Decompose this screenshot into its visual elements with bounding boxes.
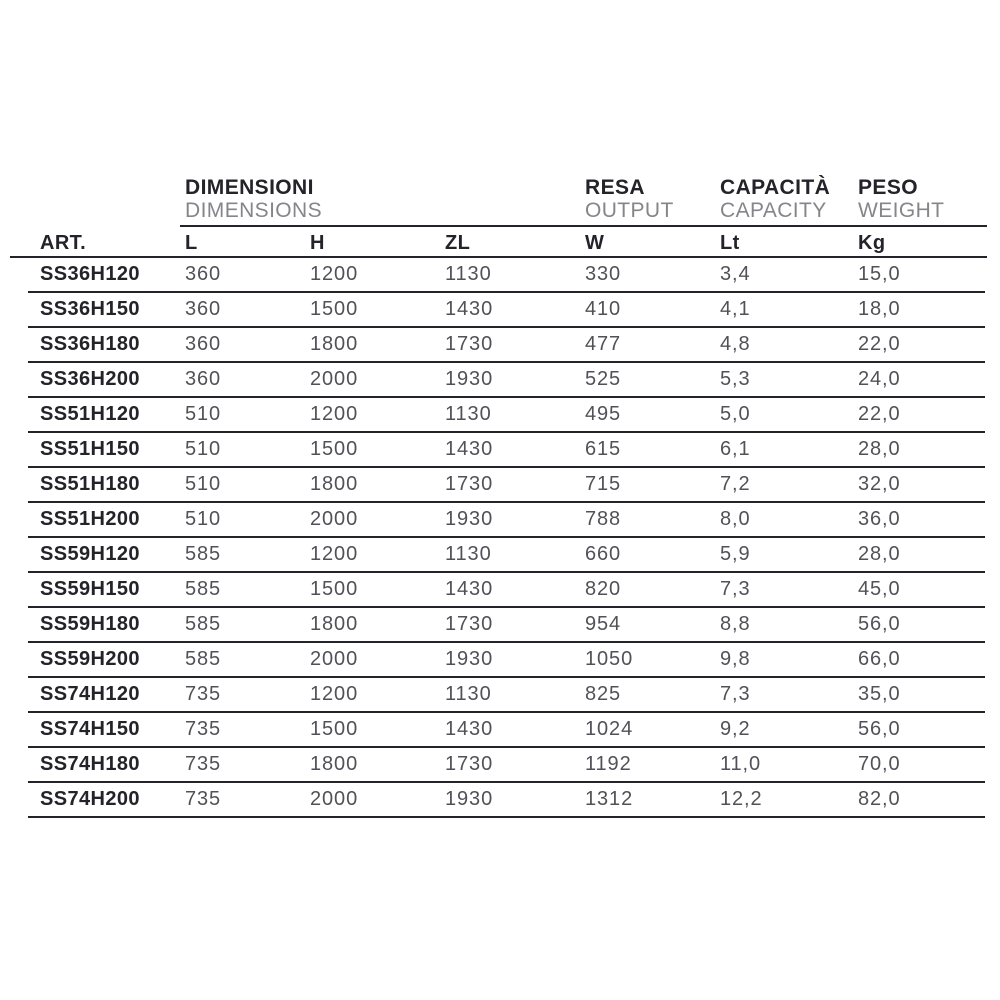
column-header-h: H: [310, 231, 325, 254]
group-header-underline: [180, 225, 987, 227]
height-cell: 2000: [310, 788, 359, 810]
zl-cell: 1130: [445, 403, 492, 425]
length-cell: 510: [185, 438, 222, 460]
group-dimensions-primary-label: DIMENSIONI: [185, 176, 314, 199]
group-weight: [858, 176, 985, 222]
output-cell: 410: [585, 298, 622, 320]
table-row: [28, 713, 985, 748]
table-row: [28, 783, 985, 818]
zl-cell: 1930: [445, 648, 494, 670]
output-cell: 1312: [585, 788, 634, 810]
length-cell: 360: [185, 263, 222, 285]
column-header-w: W: [585, 231, 605, 254]
height-cell: 1800: [310, 613, 359, 635]
column-header-zl: ZL: [445, 231, 471, 254]
weight-cell: 82,0: [858, 788, 901, 810]
article-cell: SS36H200: [40, 368, 140, 390]
article-cell: SS74H200: [40, 788, 140, 810]
zl-cell: 1930: [445, 368, 494, 390]
height-cell: 1800: [310, 473, 359, 495]
article-cell: SS59H200: [40, 648, 140, 670]
group-weight-secondary-label: WEIGHT: [858, 199, 945, 222]
article-cell: SS36H150: [40, 298, 140, 320]
table-row: [28, 398, 985, 433]
output-cell: 715: [585, 473, 622, 495]
output-cell: 820: [585, 578, 622, 600]
zl-cell: 1430: [445, 578, 494, 600]
weight-cell: 45,0: [858, 578, 901, 600]
output-cell: 1050: [585, 648, 634, 670]
length-cell: 585: [185, 648, 222, 670]
capacity-cell: 5,0: [720, 403, 751, 425]
capacity-cell: 5,3: [720, 368, 751, 390]
length-cell: 735: [185, 683, 222, 705]
article-cell: SS74H180: [40, 753, 140, 775]
output-cell: 825: [585, 683, 622, 705]
zl-cell: 1430: [445, 438, 494, 460]
weight-cell: 66,0: [858, 648, 901, 670]
article-cell: SS59H150: [40, 578, 140, 600]
article-cell: SS59H120: [40, 543, 140, 565]
table-row: [28, 678, 985, 713]
zl-cell: 1130: [445, 683, 492, 705]
output-cell: 525: [585, 368, 622, 390]
group-weight-primary-label: PESO: [858, 176, 918, 199]
length-cell: 360: [185, 368, 222, 390]
height-cell: 1500: [310, 718, 359, 740]
output-cell: 1024: [585, 718, 634, 740]
group-capacity-primary-label: CAPACITÀ: [720, 176, 831, 199]
article-cell: SS51H180: [40, 473, 140, 495]
length-cell: 585: [185, 543, 222, 565]
weight-cell: 22,0: [858, 333, 901, 355]
article-cell: SS36H120: [40, 263, 140, 285]
weight-cell: 28,0: [858, 438, 901, 460]
capacity-cell: 4,8: [720, 333, 751, 355]
height-cell: 1200: [310, 403, 359, 425]
output-cell: 788: [585, 508, 622, 530]
weight-cell: 35,0: [858, 683, 901, 705]
weight-cell: 32,0: [858, 473, 901, 495]
output-cell: 477: [585, 333, 622, 355]
capacity-cell: 3,4: [720, 263, 751, 285]
capacity-cell: 8,0: [720, 508, 751, 530]
height-cell: 1500: [310, 438, 359, 460]
height-cell: 1200: [310, 543, 359, 565]
group-output-secondary-label: OUTPUT: [585, 199, 674, 222]
length-cell: 735: [185, 718, 222, 740]
capacity-cell: 7,3: [720, 578, 751, 600]
capacity-cell: 12,2: [720, 788, 763, 810]
weight-cell: 24,0: [858, 368, 901, 390]
length-cell: 735: [185, 753, 222, 775]
table-row: [28, 468, 985, 503]
article-cell: SS51H200: [40, 508, 140, 530]
column-group-header-row: [28, 176, 985, 222]
column-header-l: L: [185, 231, 198, 254]
article-cell: SS74H120: [40, 683, 140, 705]
zl-cell: 1730: [445, 473, 494, 495]
output-cell: 330: [585, 263, 622, 285]
group-dimensions-secondary-label: DIMENSIONS: [185, 199, 323, 222]
zl-cell: 1130: [445, 543, 492, 565]
weight-cell: 22,0: [858, 403, 901, 425]
weight-cell: 15,0: [858, 263, 901, 285]
capacity-cell: 6,1: [720, 438, 751, 460]
height-cell: 2000: [310, 368, 359, 390]
height-cell: 1200: [310, 683, 359, 705]
article-cell: SS74H150: [40, 718, 140, 740]
group-capacity: [720, 176, 858, 222]
capacity-cell: 7,3: [720, 683, 751, 705]
table-row: [28, 293, 985, 328]
length-cell: 585: [185, 613, 222, 635]
capacity-cell: 4,1: [720, 298, 751, 320]
weight-cell: 70,0: [858, 753, 901, 775]
table-body: [28, 258, 985, 818]
table-row: [28, 748, 985, 783]
length-cell: 510: [185, 508, 222, 530]
output-cell: 1192: [585, 753, 632, 775]
table-row: [28, 328, 985, 363]
article-cell: SS36H180: [40, 333, 140, 355]
article-cell: SS51H120: [40, 403, 140, 425]
length-cell: 510: [185, 403, 222, 425]
capacity-cell: 9,2: [720, 718, 751, 740]
capacity-cell: 5,9: [720, 543, 751, 565]
capacity-cell: 11,0: [720, 753, 762, 775]
group-output-primary-label: RESA: [585, 176, 645, 199]
zl-cell: 1730: [445, 333, 494, 355]
column-header-art: ART.: [40, 231, 87, 254]
table-row: [28, 573, 985, 608]
article-cell: SS59H180: [40, 613, 140, 635]
output-cell: 660: [585, 543, 622, 565]
column-header-lt: Lt: [720, 231, 740, 254]
height-cell: 2000: [310, 648, 359, 670]
table-row: [28, 258, 985, 293]
zl-cell: 1730: [445, 753, 494, 775]
zl-cell: 1930: [445, 508, 494, 530]
group-dimensions: [185, 176, 585, 222]
length-cell: 585: [185, 578, 222, 600]
height-cell: 1800: [310, 333, 359, 355]
height-cell: 1200: [310, 263, 359, 285]
output-cell: 954: [585, 613, 622, 635]
table-row: [28, 363, 985, 398]
table-row: [28, 503, 985, 538]
column-header-row: [28, 230, 985, 256]
table-row: [28, 538, 985, 573]
weight-cell: 18,0: [858, 298, 901, 320]
height-cell: 2000: [310, 508, 359, 530]
height-cell: 1800: [310, 753, 359, 775]
weight-cell: 56,0: [858, 613, 901, 635]
weight-cell: 28,0: [858, 543, 901, 565]
capacity-cell: 7,2: [720, 473, 751, 495]
zl-cell: 1930: [445, 788, 494, 810]
length-cell: 735: [185, 788, 222, 810]
article-cell: SS51H150: [40, 438, 140, 460]
height-cell: 1500: [310, 578, 359, 600]
column-header-kg: Kg: [858, 231, 886, 254]
length-cell: 510: [185, 473, 222, 495]
zl-cell: 1430: [445, 718, 494, 740]
length-cell: 360: [185, 333, 222, 355]
table-row: [28, 433, 985, 468]
zl-cell: 1730: [445, 613, 494, 635]
group-output: [585, 176, 720, 222]
length-cell: 360: [185, 298, 222, 320]
zl-cell: 1130: [445, 263, 492, 285]
capacity-cell: 9,8: [720, 648, 751, 670]
weight-cell: 56,0: [858, 718, 901, 740]
height-cell: 1500: [310, 298, 359, 320]
table-row: [28, 608, 985, 643]
capacity-cell: 8,8: [720, 613, 751, 635]
output-cell: 495: [585, 403, 622, 425]
group-capacity-secondary-label: CAPACITY: [720, 199, 827, 222]
table-row: [28, 643, 985, 678]
output-cell: 615: [585, 438, 622, 460]
zl-cell: 1430: [445, 298, 494, 320]
weight-cell: 36,0: [858, 508, 901, 530]
